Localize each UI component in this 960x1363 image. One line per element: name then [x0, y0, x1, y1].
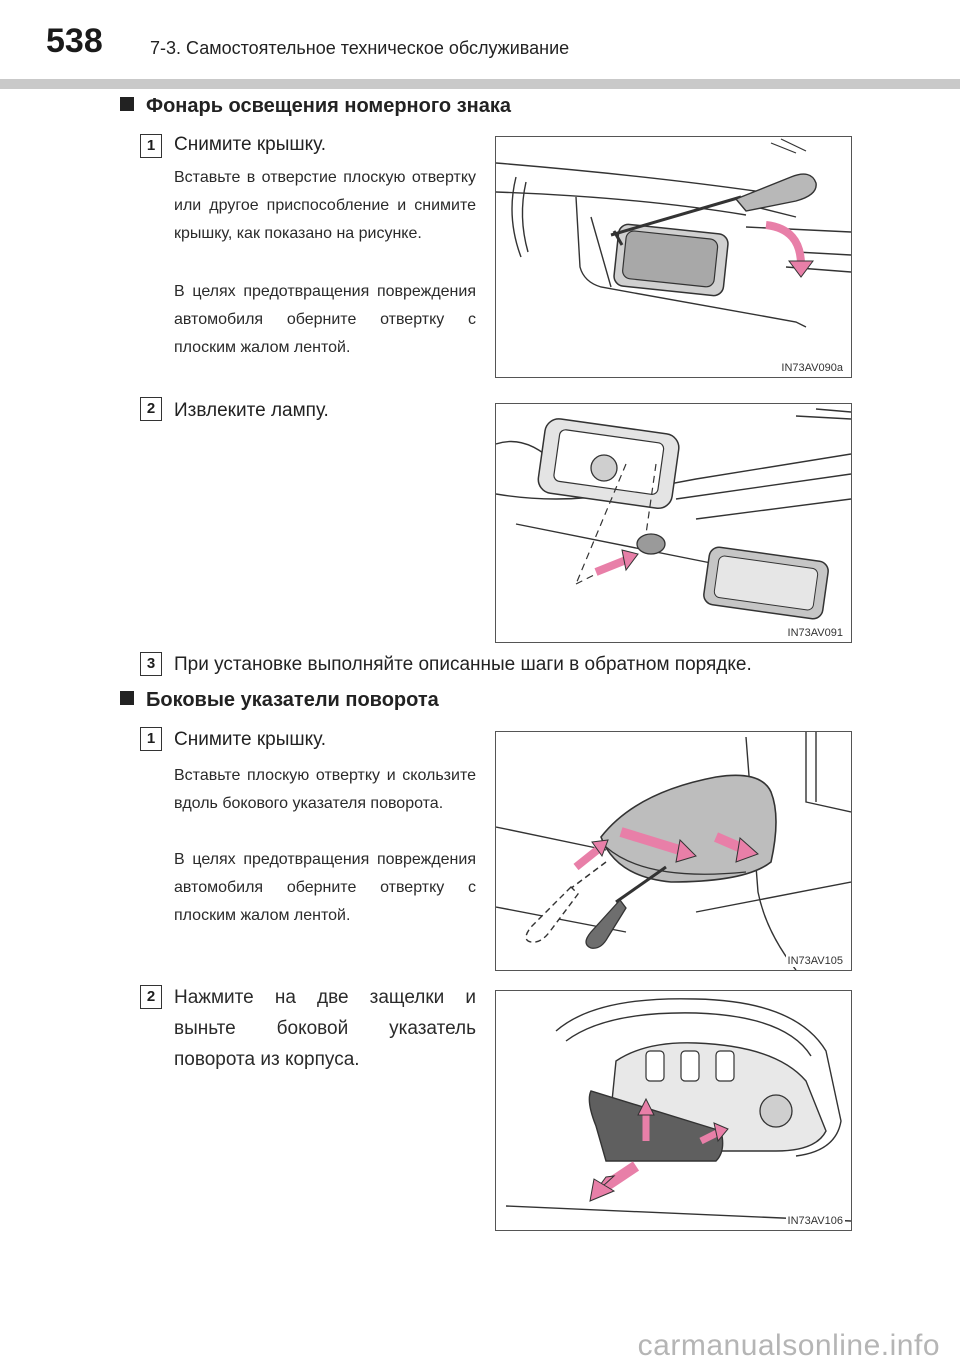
step-instruction: Вставьте в отверстие плоскую отвертку или другое приспособление и снимите крышку, как показано на рисунке. [174, 169, 476, 242]
step-number-box: 1 [140, 727, 162, 751]
step-number-box: 1 [140, 134, 162, 158]
figure-code: IN73AV090a [781, 362, 843, 374]
step-number-box: 2 [140, 985, 162, 1009]
illustration-bulb-removal [496, 404, 851, 642]
step-title: Извлеките лампу. [174, 400, 329, 421]
section-title-text: Фонарь освещения номерного знака [146, 95, 511, 117]
step-caution: В целях предотвращения повреждения автомобиля оберните отвертку с плоским жалом лентой. [174, 851, 476, 924]
chapter-title: 7-3. Самостоятельное техническое обслуживание [150, 38, 570, 58]
section-title-side-turn-signals [120, 689, 439, 712]
step-caution: В целях предотвращения повреждения автомобиля оберните отвертку с плоским жалом лентой. [174, 283, 476, 356]
step-title: При установке выполняйте описанные шаги в обратном порядке. [174, 654, 752, 675]
step-number-box: 3 [140, 652, 162, 676]
step-instruction: Вставьте плоскую отвертку и скользите вдоль бокового указателя поворота. [174, 767, 476, 812]
step-number-box: 2 [140, 397, 162, 421]
section-bullet-icon [120, 97, 134, 111]
page-number: 538 [46, 22, 103, 60]
figure-code: IN73AV106 [787, 1215, 843, 1227]
page-header [0, 0, 960, 90]
step-title: Снимите крышку. [174, 729, 327, 750]
figure-code: IN73AV091 [787, 627, 843, 639]
section-title-text: Боковые указатели поворота [146, 689, 439, 711]
figure-remove-bulb [495, 403, 852, 643]
illustration-turn-signal-housing [496, 991, 851, 1230]
step-title: Снимите крышку. [174, 134, 327, 155]
figure-remove-turn-signal [495, 990, 852, 1231]
section-title-license-lamp [120, 95, 511, 118]
footer-watermark: carmanualsonline.info [637, 1329, 940, 1362]
step-instruction: Нажмите на две защелки и выньте боковой указатель поворота из корпуса. [174, 987, 476, 1070]
header-rule [0, 79, 960, 89]
illustration-screwdriver-cover [496, 137, 851, 377]
figure-remove-lamp-cover [495, 136, 852, 378]
figure-code: IN73AV105 [787, 955, 843, 967]
section-bullet-icon [120, 691, 134, 705]
figure-remove-mirror-cover [495, 731, 852, 971]
illustration-mirror-screwdriver [496, 732, 851, 970]
